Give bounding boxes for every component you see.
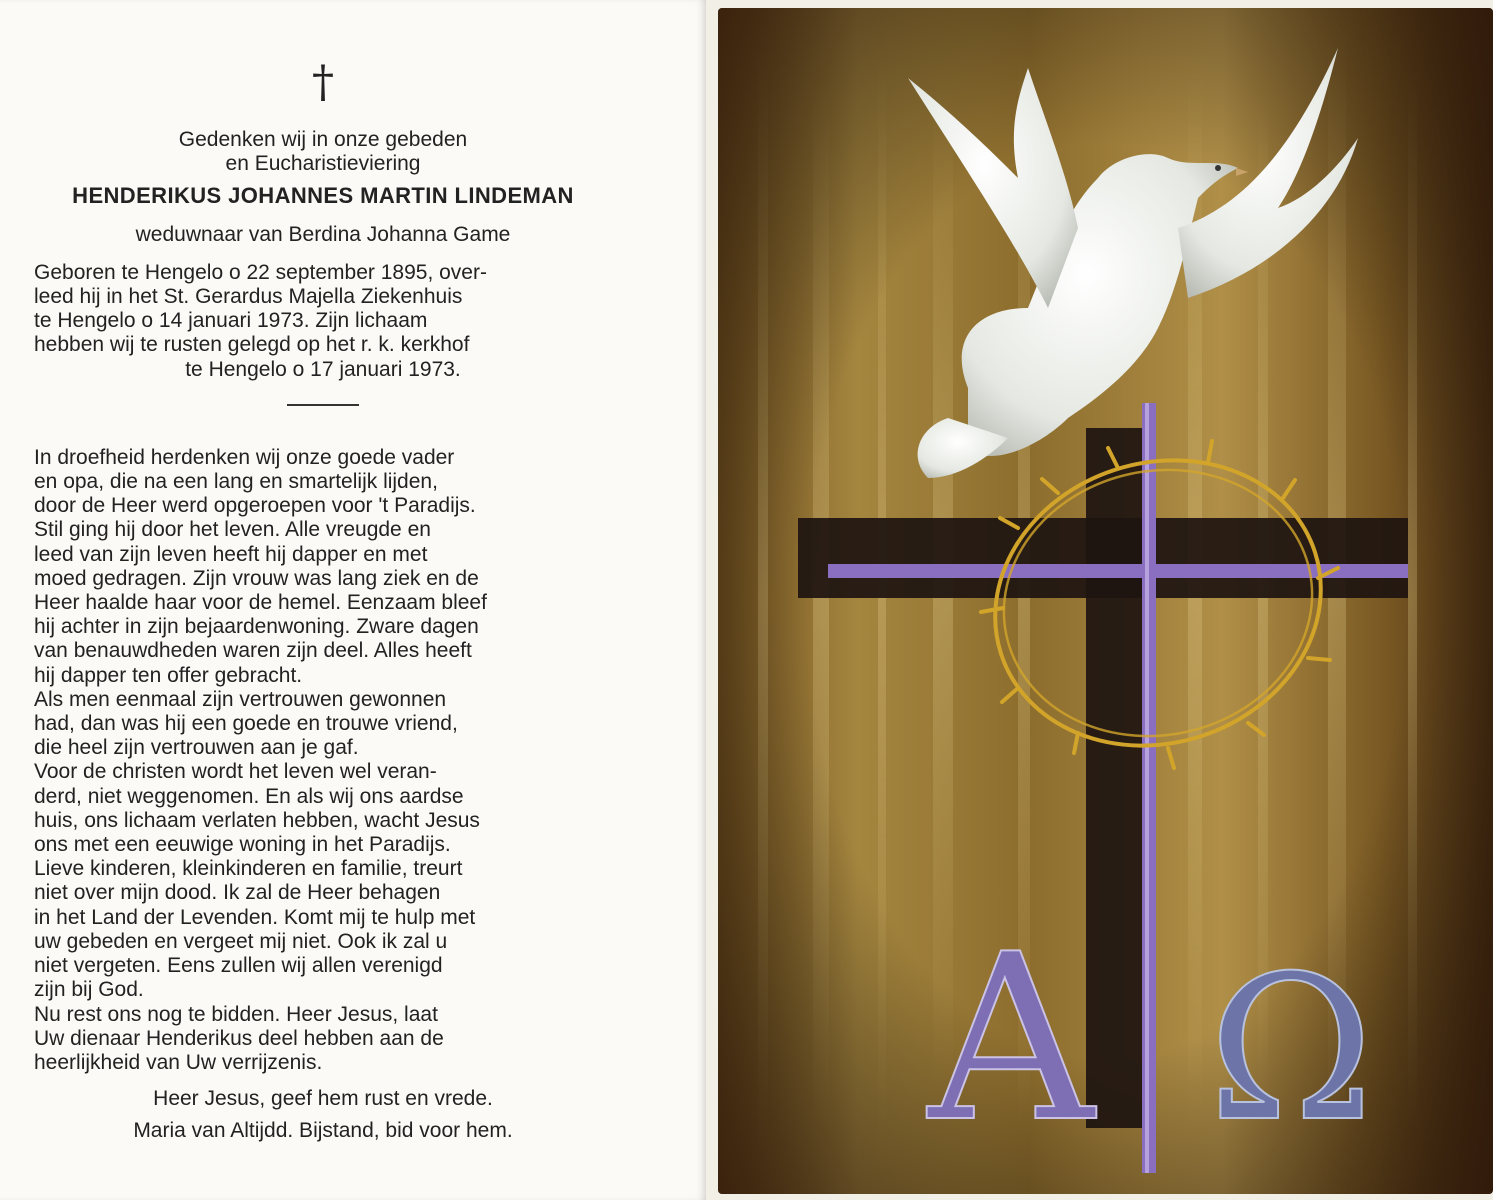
- body-line: Als men eenmaal zijn vertrouwen gewonnen: [34, 687, 447, 711]
- body-line: in het Land der Levenden. Komt mij te hulp met: [34, 905, 476, 929]
- body-line: ons met een eeuwige woning in het Paradijs.: [34, 833, 451, 857]
- body-line: die heel zijn vertrouwen aan je gaf.: [34, 736, 359, 760]
- bio-line: te Hengelo o 14 januari 1973. Zijn lichaam: [34, 309, 428, 333]
- body-line: had, dan was hij een goede en trouwe vriend,: [34, 712, 458, 736]
- body-line: Heer haalde haar voor de hemel. Eenzaam bleef: [34, 591, 487, 615]
- body-line: van benauwdheden waren zijn deel. Alles heeft: [34, 639, 472, 663]
- body-line: Uw dienaar Henderikus deel hebben aan de: [34, 1026, 444, 1050]
- body-line: Voor de christen wordt het leven wel veran-: [34, 760, 437, 784]
- intro-line-2: en Eucharistieviering: [225, 152, 421, 176]
- deceased-name: HENDERIKUS JOHANNES MARTIN LINDEMAN: [72, 183, 574, 209]
- body-line: Lieve kinderen, kleinkinderen en familie, treurt: [34, 857, 463, 881]
- card-image-panel: [706, 0, 1493, 1200]
- body-line: niet vergeten. Eens zullen wij allen verenigd: [34, 954, 443, 978]
- body-line: heerlijkheid van Uw verrijzenis.: [34, 1050, 323, 1074]
- body-line: hij achter in zijn bejaardenwoning. Zware dagen: [34, 615, 479, 639]
- bio-paragraph: [34, 261, 612, 382]
- body-line: en opa, die na een lang en smartelijk lijden,: [34, 470, 438, 494]
- body-line: moed gedragen. Zijn vrouw was lang ziek en de: [34, 566, 479, 590]
- closing-line-1: Heer Jesus, geef hem rust en vrede.: [153, 1087, 493, 1111]
- bio-line: te Hengelo o 17 januari 1973.: [185, 357, 461, 381]
- spouse-line: weduwnaar van Berdina Johanna Game: [135, 222, 511, 246]
- bio-line: leed hij in het St. Gerardus Majella Ziekenhuis: [34, 285, 463, 309]
- body-line: zijn bij God.: [34, 978, 144, 1002]
- devotional-painting: [718, 8, 1493, 1194]
- body-line: leed van zijn leven heeft hij dapper en met: [34, 542, 428, 566]
- body-line: In droefheid herdenken wij onze goede vader: [34, 445, 455, 469]
- body-line: door de Heer werd opgeroepen voor 't Paradijs.: [34, 494, 476, 518]
- closing-prayers: [34, 1083, 612, 1147]
- bio-line: Geboren te Hengelo o 22 september 1895, over-: [34, 260, 487, 284]
- body-line: uw gebeden en vergeet mij niet. Ook ik zal u: [34, 929, 448, 953]
- body-text: [34, 446, 612, 1075]
- intro-line-1: Gedenken wij in onze gebeden: [178, 128, 468, 151]
- alpha-symbol: A: [928, 906, 1095, 1173]
- closing-line-2: Maria van Altijdd. Bijstand, bid voor hem.: [133, 1119, 513, 1143]
- body-line: huis, ons lichaam verlaten hebben, wacht Jesus: [34, 808, 480, 832]
- bio-line: hebben wij te rusten gelegd op het r. k. kerkhof: [34, 333, 470, 357]
- painting-svg: [718, 8, 1493, 1194]
- body-line: hij dapper ten offer gebracht.: [34, 663, 303, 687]
- body-line: niet over mijn dood. Ik zal de Heer behagen: [34, 881, 441, 905]
- body-line: Nu rest ons nog te bidden. Heer Jesus, laat: [34, 1002, 438, 1026]
- text-column: [34, 58, 612, 1147]
- body-line: Stil ging hij door het leven. Alle vreugde en: [34, 518, 431, 542]
- card-text-panel: [0, 0, 706, 1200]
- cross-icon: †: [312, 57, 334, 108]
- divider: [287, 404, 359, 406]
- omega-symbol: Ω: [1208, 933, 1374, 1166]
- body-line: derd, niet weggenomen. En als wij ons aardse: [34, 784, 464, 808]
